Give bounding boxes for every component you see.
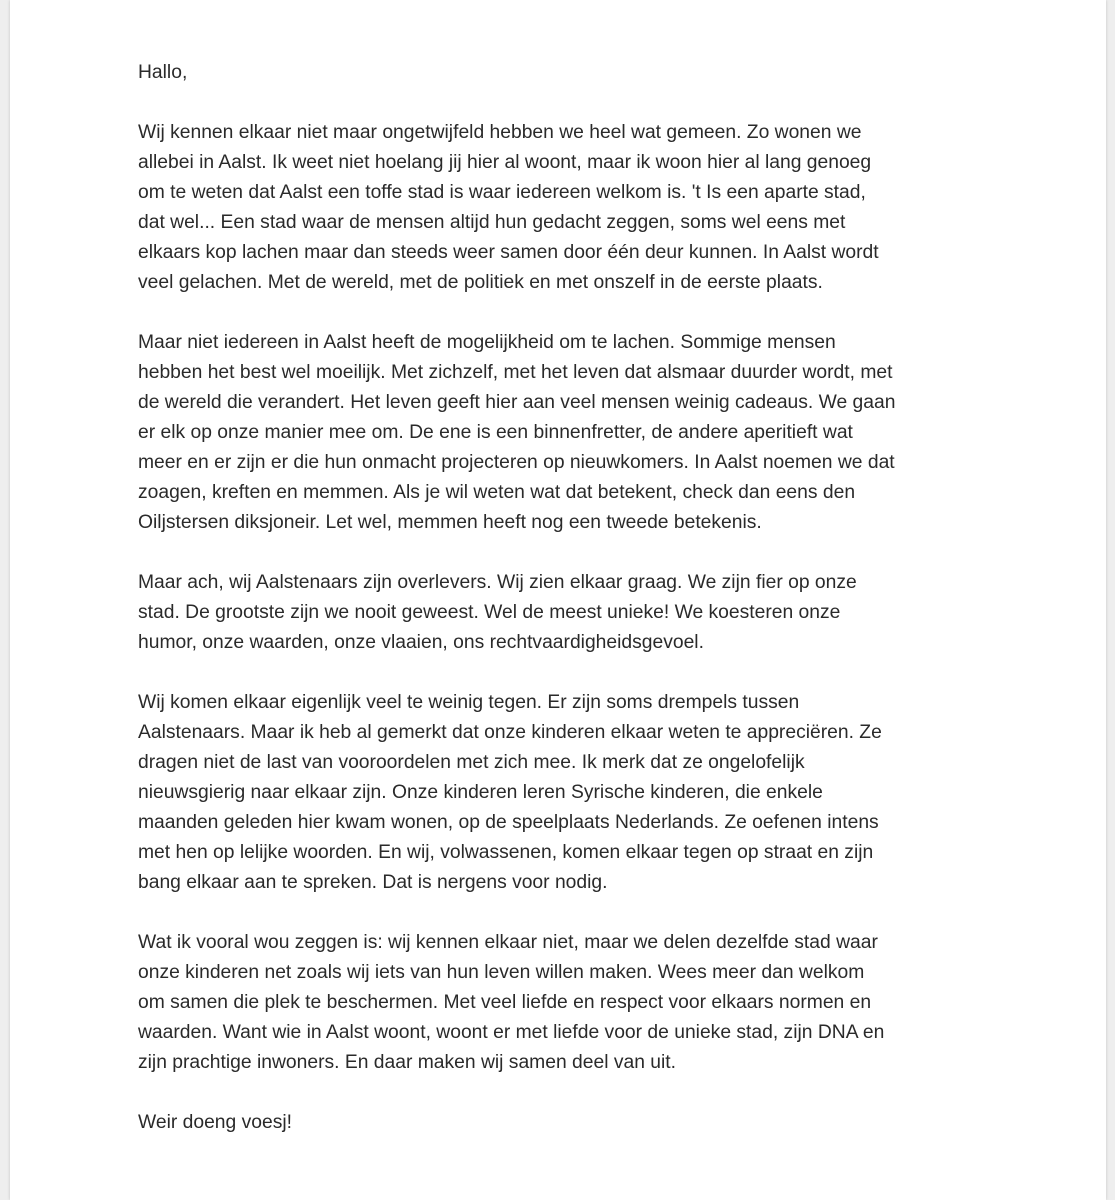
paragraph-line: de wereld die verandert. Het leven geeft hier aan veel mensen weinig cadeaus. We gaan — [138, 392, 896, 413]
paragraph-line: Maar ach, wij Aalstenaars zijn overlevers. Wij zien elkaar graag. We zijn fier op onze — [138, 572, 857, 593]
paragraph-line: Maar niet iedereen in Aalst heeft de mogelijkheid om te lachen. Sommige mensen — [138, 332, 836, 353]
paragraph-line: dat wel... Een stad waar de mensen altijd hun gedacht zeggen, soms wel eens met — [138, 212, 846, 233]
paragraph-line: Wat ik vooral wou zeggen is: wij kennen elkaar niet, maar we delen dezelfde stad waar — [138, 932, 878, 953]
paragraph-line: elkaars kop lachen maar dan steeds weer samen door één deur kunnen. In Aalst wordt — [138, 242, 879, 263]
letter-body — [138, 58, 988, 1168]
document-page — [10, 0, 1106, 1200]
paragraph-line: er elk op onze manier mee om. De ene is een binnenfretter, de andere aperitieft wat — [138, 422, 853, 443]
paragraph-line: Aalstenaars. Maar ik heb al gemerkt dat onze kinderen elkaar weten te appreciëren. Ze — [138, 722, 882, 743]
paragraph-line: stad. De grootste zijn we nooit geweest. Wel de meest unieke! We koesteren onze — [138, 602, 841, 623]
letter-paragraph-5 — [138, 928, 988, 1078]
paragraph-line: om samen die plek te beschermen. Met veel liefde en respect voor elkaars normen en — [138, 992, 872, 1013]
paragraph-line: zoagen, kreften en memmen. Als je wil weten wat dat betekent, check dan eens den — [138, 482, 856, 503]
paragraph-line: waarden. Want wie in Aalst woont, woont er met liefde voor de unieke stad, zijn DNA en — [138, 1022, 885, 1043]
paragraph-line: veel gelachen. Met de wereld, met de politiek en met onszelf in de eerste plaats. — [138, 272, 823, 293]
paragraph-line: onze kinderen net zoals wij iets van hun leven willen maken. Wees meer dan welkom — [138, 962, 865, 983]
paragraph-line: bang elkaar aan te spreken. Dat is nergens voor nodig. — [138, 872, 608, 893]
letter-paragraph-1 — [138, 118, 988, 298]
paragraph-line: dragen niet de last van vooroordelen met zich mee. Ik merk dat ze ongelofelijk — [138, 752, 805, 773]
letter-paragraph-2 — [138, 328, 988, 538]
paragraph-line: om te weten dat Aalst een toffe stad is waar iedereen welkom is. 't Is een aparte stad, — [138, 182, 866, 203]
paragraph-line: maanden geleden hier kwam wonen, op de speelplaats Nederlands. Ze oefenen intens — [138, 812, 879, 833]
paragraph-line: met hen op lelijke woorden. En wij, volwassenen, komen elkaar tegen op straat en zijn — [138, 842, 874, 863]
paragraph-line: humor, onze waarden, onze vlaaien, ons rechtvaardigheidsgevoel. — [138, 632, 704, 653]
paragraph-line: hebben het best wel moeilijk. Met zichzelf, met het leven dat alsmaar duurder wordt, met — [138, 362, 893, 383]
paragraph-line: Oiljstersen diksjoneir. Let wel, memmen heeft nog een tweede betekenis. — [138, 512, 762, 533]
paragraph-line: allebei in Aalst. Ik weet niet hoelang jij hier al woont, maar ik woon hier al lang genoeg — [138, 152, 872, 173]
paragraph-line: nieuwsgierig naar elkaar zijn. Onze kinderen leren Syrische kinderen, die enkele — [138, 782, 823, 803]
paragraph-line: meer en er zijn er die hun onmacht projecteren op nieuwkomers. In Aalst noemen we dat — [138, 452, 895, 473]
letter-closing: Weir doeng voesj! — [138, 1112, 292, 1133]
letter-paragraph-3 — [138, 568, 988, 658]
paragraph-line: Wij kennen elkaar niet maar ongetwijfeld hebben we heel wat gemeen. Zo wonen we — [138, 122, 862, 143]
letter-paragraph-4 — [138, 688, 988, 898]
paragraph-line: Wij komen elkaar eigenlijk veel te weinig tegen. Er zijn soms drempels tussen — [138, 692, 800, 713]
letter-greeting: Hallo, — [138, 62, 188, 83]
paragraph-line: zijn prachtige inwoners. En daar maken wij samen deel van uit. — [138, 1052, 677, 1073]
